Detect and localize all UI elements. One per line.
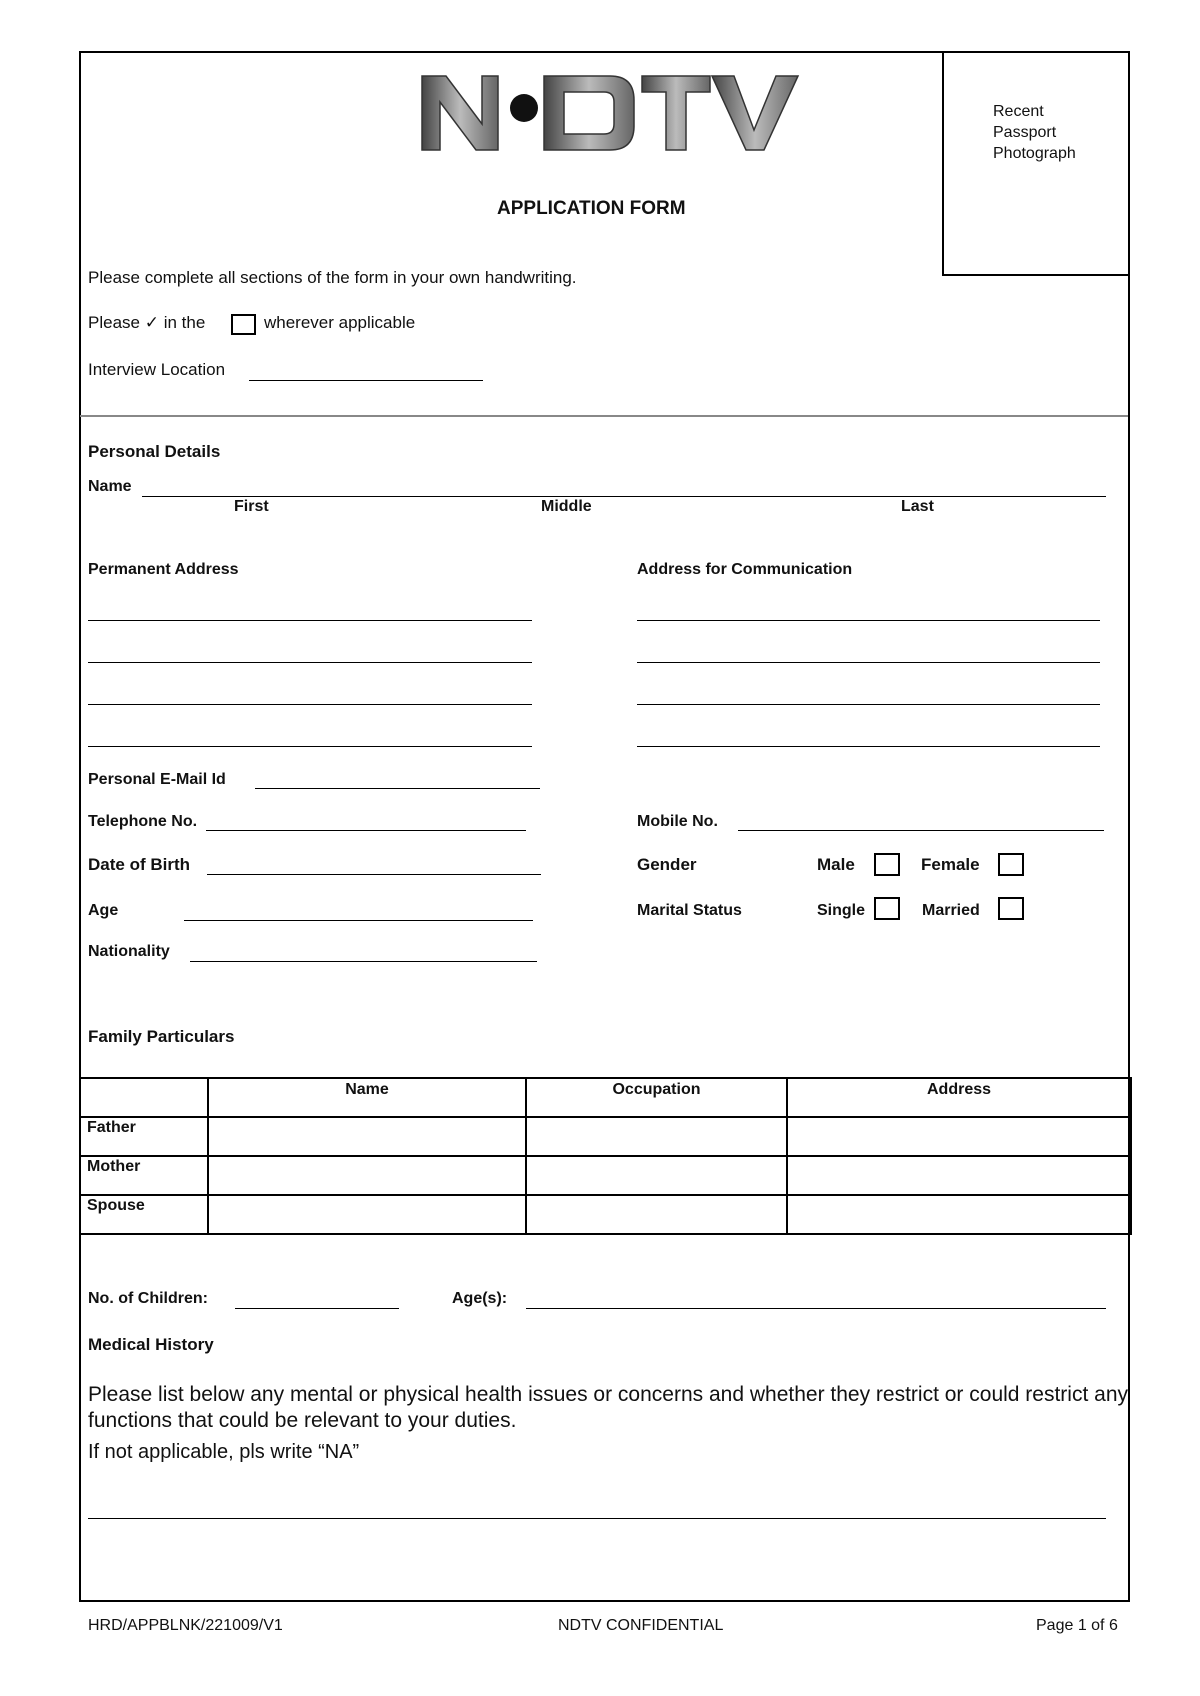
family-particulars-heading: Family Particulars bbox=[88, 1027, 235, 1046]
married-label: Married bbox=[922, 902, 980, 919]
tick-instruction bbox=[88, 313, 205, 333]
handwriting-instruction: Please complete all sections of the form in your own handwriting. bbox=[88, 268, 577, 287]
mobile-label: Mobile No. bbox=[637, 813, 718, 830]
communication-address-line[interactable] bbox=[637, 662, 1100, 663]
checkmark-icon: ✓ bbox=[144, 313, 159, 332]
communication-address-line[interactable] bbox=[637, 620, 1100, 621]
children-ages-field[interactable] bbox=[526, 1308, 1106, 1309]
age-field[interactable] bbox=[184, 920, 533, 921]
spouse-name-cell[interactable] bbox=[208, 1195, 526, 1234]
family-header-occupation: Occupation bbox=[526, 1078, 787, 1117]
name-field[interactable] bbox=[142, 496, 1106, 497]
email-field[interactable] bbox=[255, 788, 540, 789]
father-address-cell[interactable] bbox=[787, 1117, 1131, 1156]
father-name-cell[interactable] bbox=[208, 1117, 526, 1156]
section-divider bbox=[80, 415, 1128, 417]
dob-label: Date of Birth bbox=[88, 855, 190, 874]
page-number: Page 1 of 6 bbox=[1036, 1617, 1118, 1634]
telephone-field[interactable] bbox=[206, 830, 526, 831]
mother-name-cell[interactable] bbox=[208, 1156, 526, 1195]
table-row bbox=[80, 1117, 1131, 1156]
last-name-label: Last bbox=[901, 498, 934, 515]
form-code: HRD/APPBLNK/221009/V1 bbox=[88, 1617, 283, 1634]
single-checkbox[interactable] bbox=[874, 897, 900, 920]
interview-location-label: Interview Location bbox=[88, 360, 226, 379]
spouse-address-cell[interactable] bbox=[787, 1195, 1131, 1234]
row-label-spouse: Spouse bbox=[80, 1195, 208, 1234]
example-checkbox-icon bbox=[231, 314, 256, 335]
tick-prefix: Please bbox=[88, 313, 140, 332]
interview-location-field[interactable] bbox=[249, 380, 483, 381]
photo-label-line2: Passport bbox=[993, 124, 1057, 141]
personal-details-heading: Personal Details bbox=[88, 442, 221, 461]
mother-address-cell[interactable] bbox=[787, 1156, 1131, 1195]
children-ages-label: Age(s): bbox=[452, 1290, 508, 1307]
ndtv-logo bbox=[420, 72, 800, 152]
permanent-address-line[interactable] bbox=[88, 620, 532, 621]
children-count-label: No. of Children: bbox=[88, 1290, 208, 1307]
family-header-name: Name bbox=[208, 1078, 526, 1117]
table-row bbox=[80, 1195, 1131, 1234]
tick-suffix: wherever applicable bbox=[264, 313, 416, 332]
gender-label: Gender bbox=[637, 855, 697, 874]
permanent-address-label: Permanent Address bbox=[88, 561, 239, 578]
communication-address-line[interactable] bbox=[637, 704, 1100, 705]
permanent-address-line[interactable] bbox=[88, 746, 532, 747]
marital-status-label: Marital Status bbox=[637, 902, 742, 919]
married-checkbox[interactable] bbox=[998, 897, 1024, 920]
family-table bbox=[79, 1077, 1132, 1235]
single-label: Single bbox=[817, 902, 866, 919]
row-label-mother: Mother bbox=[80, 1156, 208, 1195]
telephone-label: Telephone No. bbox=[88, 813, 198, 830]
female-label: Female bbox=[921, 855, 980, 874]
confidential-label: NDTV CONFIDENTIAL bbox=[558, 1617, 724, 1634]
male-checkbox[interactable] bbox=[874, 853, 900, 876]
name-label: Name bbox=[88, 478, 132, 495]
communication-address-line[interactable] bbox=[637, 746, 1100, 747]
photo-label-line1: Recent bbox=[993, 103, 1044, 120]
medical-na-note: If not applicable, pls write “NA” bbox=[88, 1441, 360, 1463]
email-label: Personal E-Mail Id bbox=[88, 771, 226, 788]
middle-name-label: Middle bbox=[541, 498, 592, 515]
first-name-label: First bbox=[234, 498, 269, 515]
children-count-field[interactable] bbox=[235, 1308, 399, 1309]
medical-history-field[interactable] bbox=[88, 1518, 1106, 1519]
father-occupation-cell[interactable] bbox=[526, 1117, 787, 1156]
permanent-address-line[interactable] bbox=[88, 704, 532, 705]
female-checkbox[interactable] bbox=[998, 853, 1024, 876]
nationality-label: Nationality bbox=[88, 943, 170, 960]
family-table-header bbox=[80, 1078, 1131, 1117]
spouse-occupation-cell[interactable] bbox=[526, 1195, 787, 1234]
mobile-field[interactable] bbox=[738, 830, 1104, 831]
male-label: Male bbox=[817, 855, 855, 874]
photo-box-label bbox=[993, 101, 1076, 164]
mother-occupation-cell[interactable] bbox=[526, 1156, 787, 1195]
medical-history-heading: Medical History bbox=[88, 1335, 214, 1354]
medical-instruction: Please list below any mental or physical health issues or concerns and whether they restrict or could restrict any functions that could be relevant to your duties. bbox=[88, 1383, 1128, 1432]
table-row bbox=[80, 1156, 1131, 1195]
form-title: APPLICATION FORM bbox=[497, 198, 686, 219]
row-label-father: Father bbox=[80, 1117, 208, 1156]
dob-field[interactable] bbox=[207, 874, 541, 875]
communication-address-label: Address for Communication bbox=[637, 561, 853, 578]
tick-middle: in the bbox=[163, 313, 206, 332]
photo-label-line3: Photograph bbox=[993, 145, 1076, 162]
age-label: Age bbox=[88, 902, 119, 919]
nationality-field[interactable] bbox=[190, 961, 537, 962]
permanent-address-line[interactable] bbox=[88, 662, 532, 663]
family-header-address: Address bbox=[787, 1078, 1131, 1117]
family-header-cell bbox=[80, 1078, 208, 1117]
